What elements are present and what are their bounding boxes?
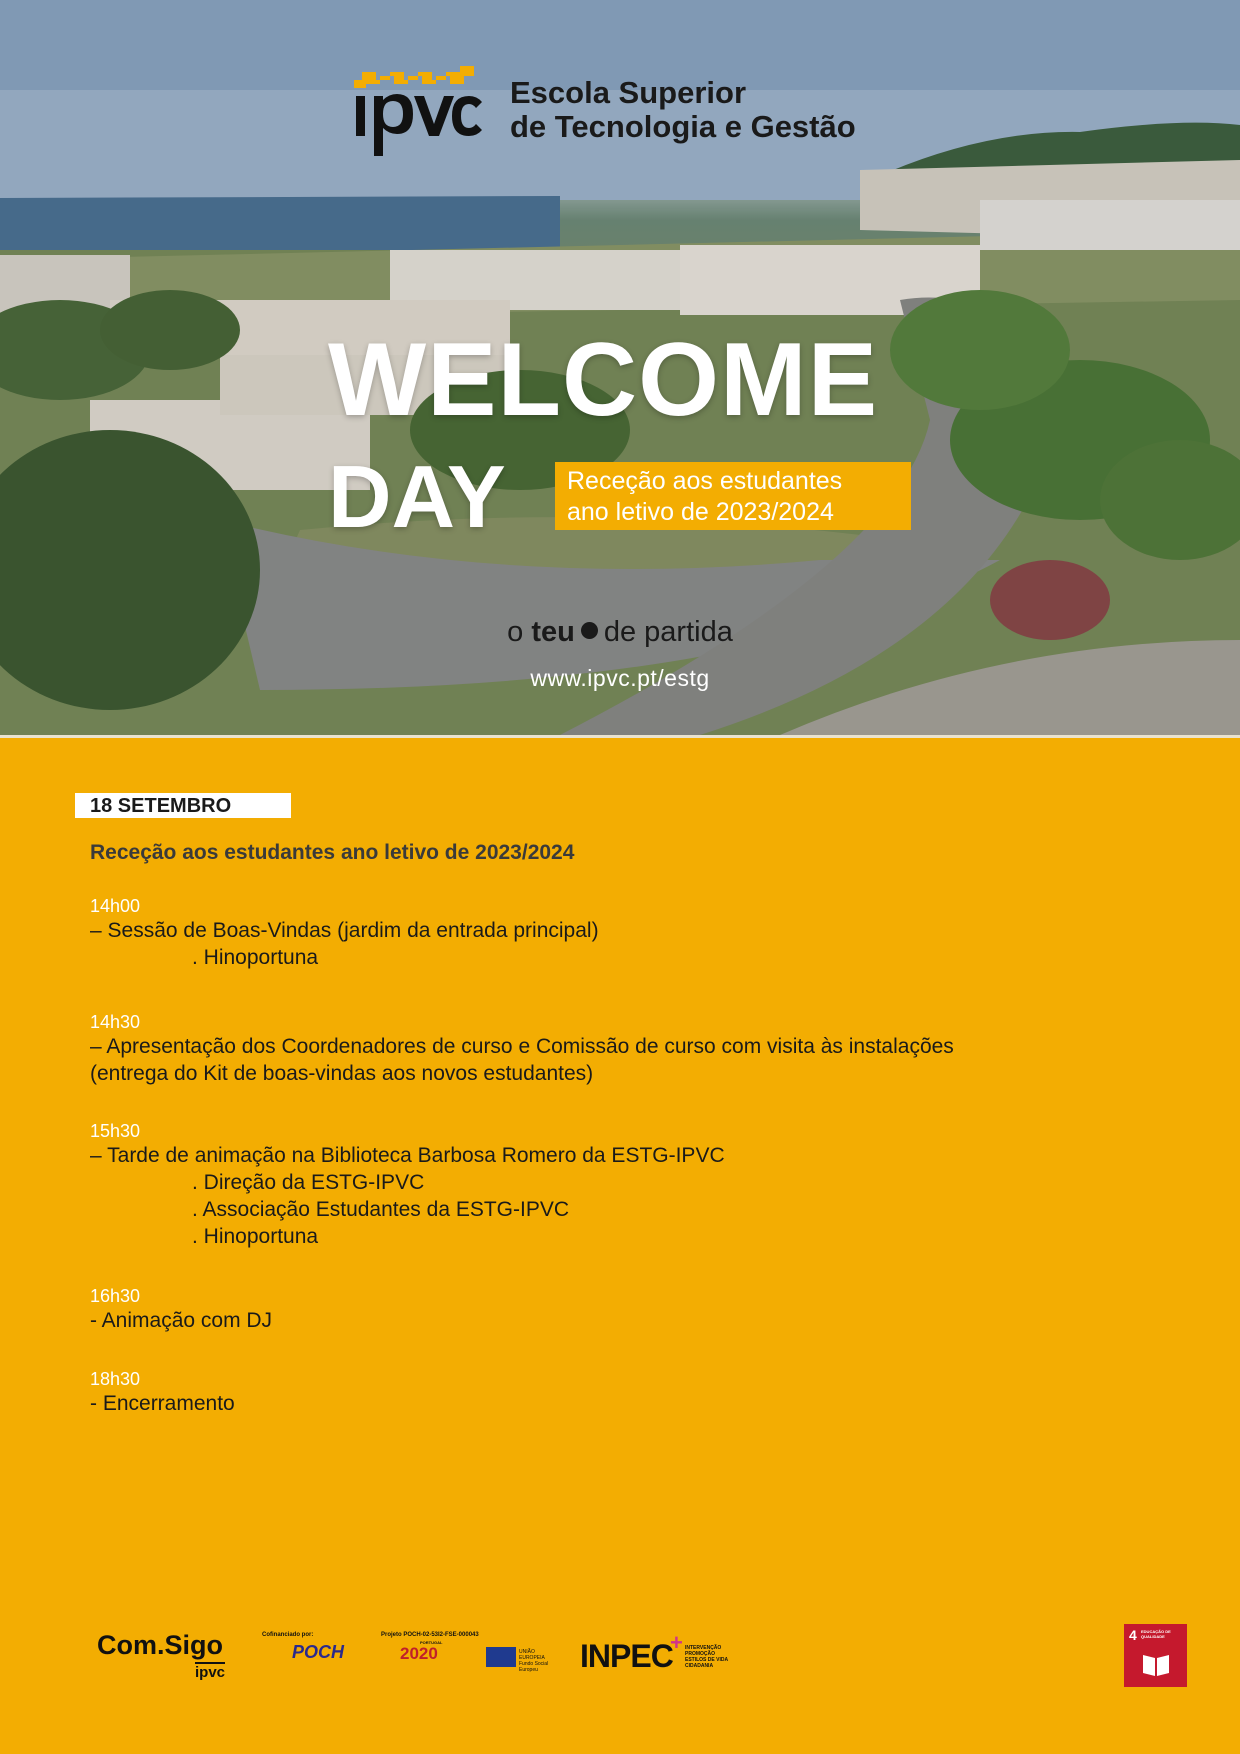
hero-photo <box>0 0 1240 735</box>
program-item <box>90 895 599 971</box>
comsigo-logo: Com.Sigo <box>97 1630 223 1660</box>
program-item <box>90 1285 272 1334</box>
plus-icon: + <box>670 1630 683 1655</box>
tagline-post: de partida <box>603 616 733 648</box>
portugal2020-logo: 2020 <box>400 1644 438 1663</box>
tagline-pre: o <box>507 616 524 648</box>
eu-label: UNIÃO EUROPEIA Fundo Social Europeu <box>519 1649 549 1673</box>
program-time: 15h30 <box>90 1121 141 1141</box>
program-line: - Animação com DJ <box>90 1309 273 1332</box>
program-line: – Sessão de Boas-Vindas (jardim da entrada principal) <box>90 919 599 942</box>
portugal-label: PORTUGAL <box>420 1640 443 1645</box>
tagline-bold: teu <box>531 616 575 648</box>
event-subtitle-line2: ano letivo de 2023/2024 <box>567 498 834 526</box>
inpec-logo: INPEC <box>580 1638 673 1674</box>
projeto-label: Projeto POCH-02-53I2-FSE-000043 <box>381 1632 479 1638</box>
event-subtitle <box>555 462 911 530</box>
sdg-label: EDUCAÇÃO DE QUALIDADE <box>1141 1629 1171 1639</box>
program-sub-item: . Direção da ESTG-IPVC <box>192 1171 425 1194</box>
book-icon <box>1141 1651 1171 1677</box>
school-name-line1: Escola Superior <box>510 75 747 110</box>
poch-logo: POCH <box>292 1642 345 1662</box>
program-time: 14h00 <box>90 896 141 916</box>
inpec-subtitle: INTERVENÇÃO PROMOÇÃO ESTILOS DE VIDA CIDADANIA <box>685 1645 728 1669</box>
program-line: - Encerramento <box>90 1392 235 1415</box>
event-subtitle-line1: Receção aos estudantes <box>567 467 843 495</box>
hero-divider <box>0 735 1240 738</box>
program-sub-item: . Hinoportuna <box>192 1225 319 1248</box>
eu-flag-icon <box>486 1647 516 1667</box>
program-line: – Tarde de animação na Biblioteca Barbosa Romero da ESTG-IPVC <box>90 1144 725 1167</box>
day-heading: DAY <box>328 447 506 546</box>
comsigo-ipvc-logo: ipvc <box>195 1664 226 1681</box>
program-line: – Apresentação dos Coordenadores de curso e Comissão de curso com visita às instalações <box>90 1035 954 1058</box>
program-line: (entrega do Kit de boas-vindas aos novos estudantes) <box>90 1062 594 1085</box>
website-url[interactable]: www.ipvc.pt/estg <box>530 665 710 691</box>
program-item <box>90 1368 235 1417</box>
program-time: 18h30 <box>90 1369 141 1389</box>
ipvc-logo <box>354 66 484 162</box>
program-item <box>90 1120 725 1250</box>
cofinanciado-label: Cofinanciado por: <box>262 1632 314 1638</box>
date-tag: 18 SETEMBRO <box>75 793 291 818</box>
school-name <box>510 76 856 144</box>
school-name-line2: de Tecnologia e Gestão <box>510 109 856 144</box>
footer-logos <box>0 1600 1240 1710</box>
program-sub-item: . Hinoportuna <box>192 946 319 969</box>
tagline <box>0 616 1240 649</box>
dot-icon <box>581 622 598 639</box>
sdg4-badge <box>1124 1624 1187 1687</box>
program-item <box>90 1011 954 1087</box>
sdg-number: 4 <box>1129 1627 1137 1643</box>
program-title: Receção aos estudantes ano letivo de 2023/2024 <box>90 841 575 864</box>
welcome-heading: WELCOME <box>328 322 879 438</box>
program-sub-item: . Associação Estudantes da ESTG-IPVC <box>192 1198 570 1221</box>
program-time: 14h30 <box>90 1012 141 1032</box>
program-time: 16h30 <box>90 1286 141 1306</box>
